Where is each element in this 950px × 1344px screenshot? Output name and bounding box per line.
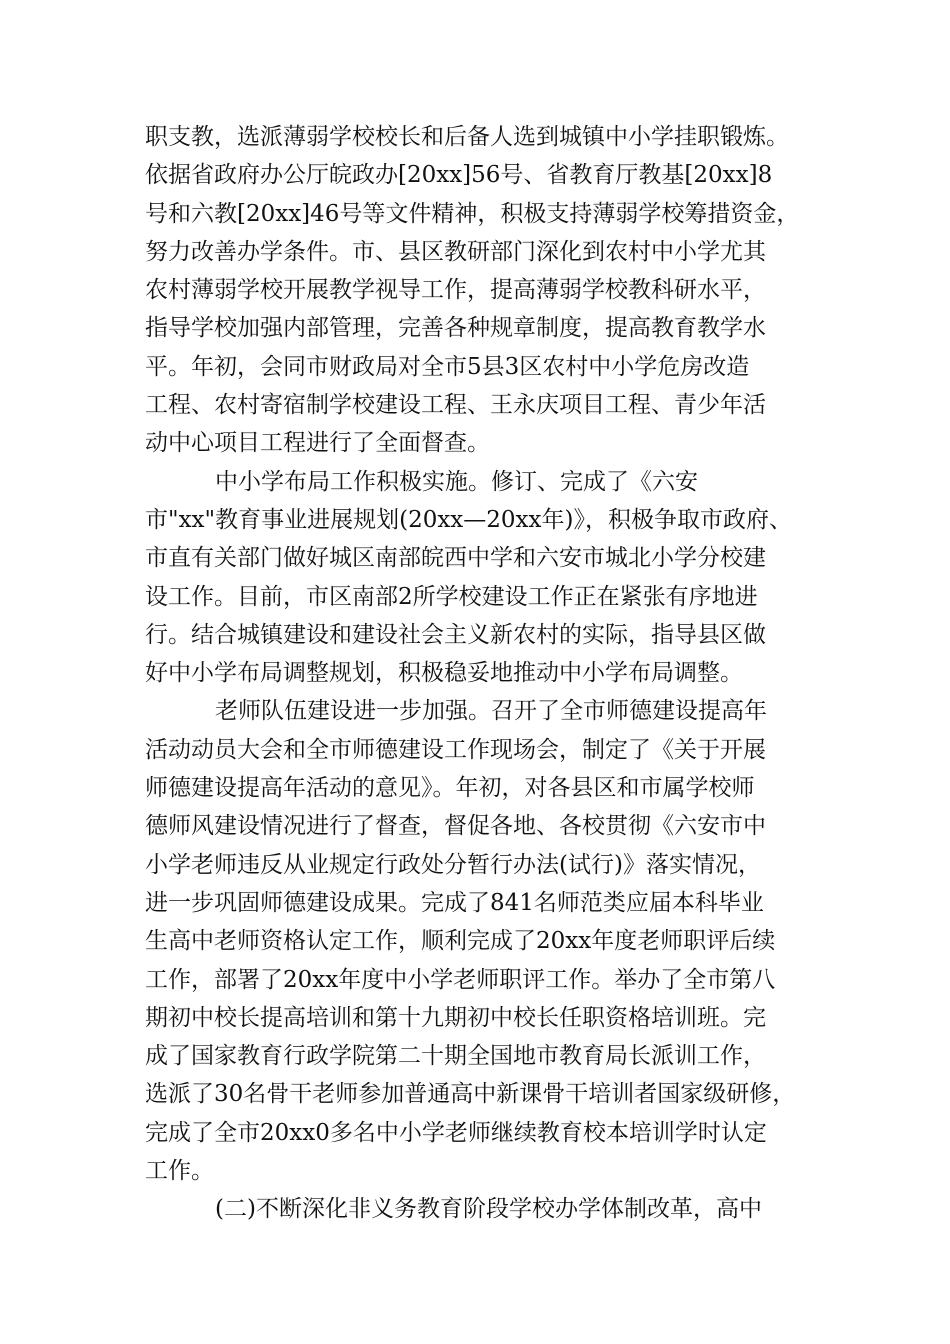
paragraph-3 bbox=[145, 692, 825, 1190]
text-line: 号和六教[20xx]46号等文件精神，积极支持薄弱学校筹措资金， bbox=[145, 200, 800, 227]
text-line: 设工作。目前，市区南部2所学校建设工作正在紧张有序地进 bbox=[145, 583, 758, 610]
text-line: 市"xx"教育事业进展规划(20xx—20xx年)》，积极争取市政府、 bbox=[145, 506, 792, 533]
paragraph-2 bbox=[145, 463, 825, 693]
text-line: 师德建设提高年活动的意见》。年初，对各县区和市属学校师 bbox=[145, 775, 755, 802]
text-line: 农村薄弱学校开展教学视导工作，提高薄弱学校教科研水平， bbox=[145, 277, 766, 304]
text-line: 努力改善办学条件。市、县区教研部门深化到农村中小学尤其 bbox=[145, 238, 766, 265]
text-line: 活动动员大会和全市师德建设工作现场会，制定了《关于开展 bbox=[145, 736, 766, 763]
paragraph-4 bbox=[145, 1190, 825, 1228]
text-line: 完成了全市20xx0多名中小学老师继续教育校本培训学时认定 bbox=[145, 1119, 767, 1146]
text-line: 工作。 bbox=[145, 1158, 214, 1185]
text-line: 指导学校加强内部管理，完善各种规章制度，提高教育教学水 bbox=[145, 315, 766, 342]
text-line: 工作，部署了20xx年度中小学老师职评工作。举办了全市第八 bbox=[145, 966, 776, 993]
paragraph-1 bbox=[145, 118, 825, 463]
text-line: 市直有关部门做好城区南部皖西中学和六安市城北小学分校建 bbox=[145, 545, 766, 572]
text-line: 期初中校长提高培训和第十九期初中校长任职资格培训班。完 bbox=[145, 1004, 766, 1031]
text-line: 平。年初，会同市财政局对全市5县3区农村中小学危房改造 bbox=[145, 353, 750, 380]
text-line: 生高中老师资格认定工作，顺利完成了20xx年度老师职评后续 bbox=[145, 928, 776, 955]
text-line: 动中心项目工程进行了全面督查。 bbox=[145, 430, 490, 457]
text-line: 德师风建设情况进行了督查，督促各地、各校贯彻《六安市中 bbox=[145, 813, 766, 840]
text-line: 行。结合城镇建设和建设社会主义新农村的实际，指导县区做 bbox=[145, 621, 766, 648]
text-line: 选派了30名骨干老师参加普通高中新课骨干培训者国家级研修， bbox=[145, 1081, 796, 1108]
text-line: 职支教，选派薄弱学校校长和后备人选到城镇中小学挂职锻炼。 bbox=[145, 124, 789, 150]
text-line: 依据省政府办公厅皖政办[20xx]56号、省教育厅教基[20xx]8 bbox=[145, 162, 773, 189]
text-line: 好中小学布局调整规划，积极稳妥地推动中小学布局调整。 bbox=[145, 660, 743, 687]
text-line: 成了国家教育行政学院第二十期全国地市教育局长派训工作， bbox=[145, 1043, 766, 1070]
text-line: (二)不断深化非义务教育阶段学校办学体制改革，高中 bbox=[215, 1196, 762, 1223]
text-line: 中小学布局工作积极实施。修订、完成了《六安 bbox=[215, 468, 698, 495]
text-line: 工程、农村寄宿制学校建设工程、王永庆项目工程、青少年活 bbox=[145, 392, 766, 419]
text-line: 进一步巩固师德建设成果。完成了841名师范类应届本科毕业 bbox=[145, 889, 764, 916]
document-body bbox=[145, 118, 825, 1229]
text-line: 小学老师违反从业规定行政处分暂行办法(试行)》落实情况， bbox=[145, 851, 761, 878]
text-line: 老师队伍建设进一步加强。召开了全市师德建设提高年 bbox=[215, 698, 767, 725]
